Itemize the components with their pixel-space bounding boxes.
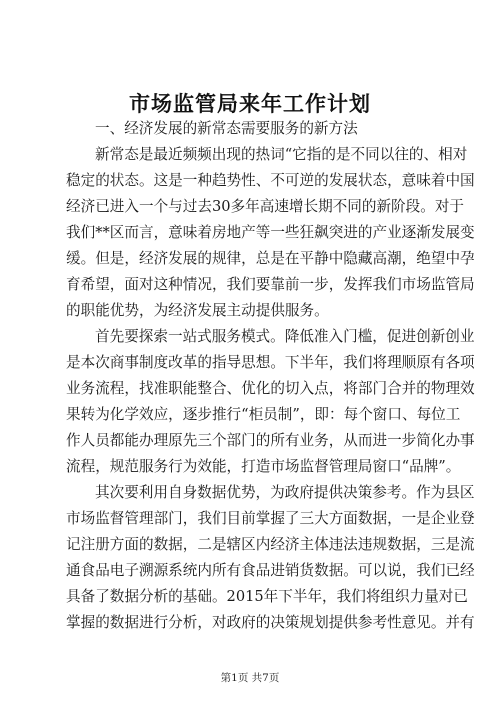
text-line: 其次要利用自身数据优势，为政府提供决策参考。作为县区 (95, 484, 475, 501)
text-line: 作人员都能办理原先三个部门的所有业务，从而进一步简化办事 (66, 432, 475, 449)
text-line: 一、经济发展的新常态需要服务的新方法 (95, 120, 358, 137)
text-line: 的职能优势，为经济发展主动提供服务。 (66, 302, 329, 319)
text-line: 掌握的数据进行分析，对政府的决策规划提供参考性意见。并有 (66, 614, 475, 631)
text-line: 新常态是最近频频出现的热词“它指的是不同以往的、相对 (95, 146, 468, 163)
text-line: 果转为化学效应，逐步推行“柜员制”，即：每个窗口、每位工 (66, 406, 461, 423)
text-line: 通食品电子溯源系统内所有食品进销货数据。可以说，我们已经 (66, 562, 475, 579)
text-line: 流程，规范服务行为效能，打造市场监督管理局窗口“品牌”。 (66, 458, 461, 475)
text-line: 是本次商事制度改革的指导思想。下半年，我们将理顺原有各项 (66, 354, 475, 371)
page-number-footer: 第1页 共7页 (220, 672, 280, 684)
text-line: 育希望，面对这种情况，我们要靠前一步，发挥我们市场监管局 (66, 276, 475, 293)
text-line: 记注册方面的数据，二是辖区内经济主体违法违规数据，三是流 (66, 536, 475, 553)
text-line: 首先要探索一站式服务模式。降低准入门槛，促进创新创业 (95, 328, 475, 345)
document-title: 市场监管局来年工作计划 (129, 91, 371, 116)
text-line: 业务流程，找准职能整合、优化的切入点，将部门合并的物理效 (66, 380, 475, 397)
text-line: 市场监督管理部门，我们目前掌握了三大方面数据，一是企业登 (66, 510, 475, 527)
text-line: 具备了数据分析的基础。2015年下半年，我们将组织力量对已 (66, 588, 468, 605)
text-line: 稳定的状态。这是一种趋势性、不可逆的发展状态，意味着中国 (66, 172, 475, 189)
document-body (66, 116, 475, 636)
text-line: 经济已进入一个与过去30多年高速增长期不同的新阶段。对于 (66, 198, 465, 215)
text-line: 缓。但是，经济发展的规律，总是在平静中隐藏高潮，绝望中孕 (66, 250, 475, 267)
text-line: 我们**区而言，意味着房地产等一些狂飙突进的产业逐渐发展变 (66, 224, 475, 241)
